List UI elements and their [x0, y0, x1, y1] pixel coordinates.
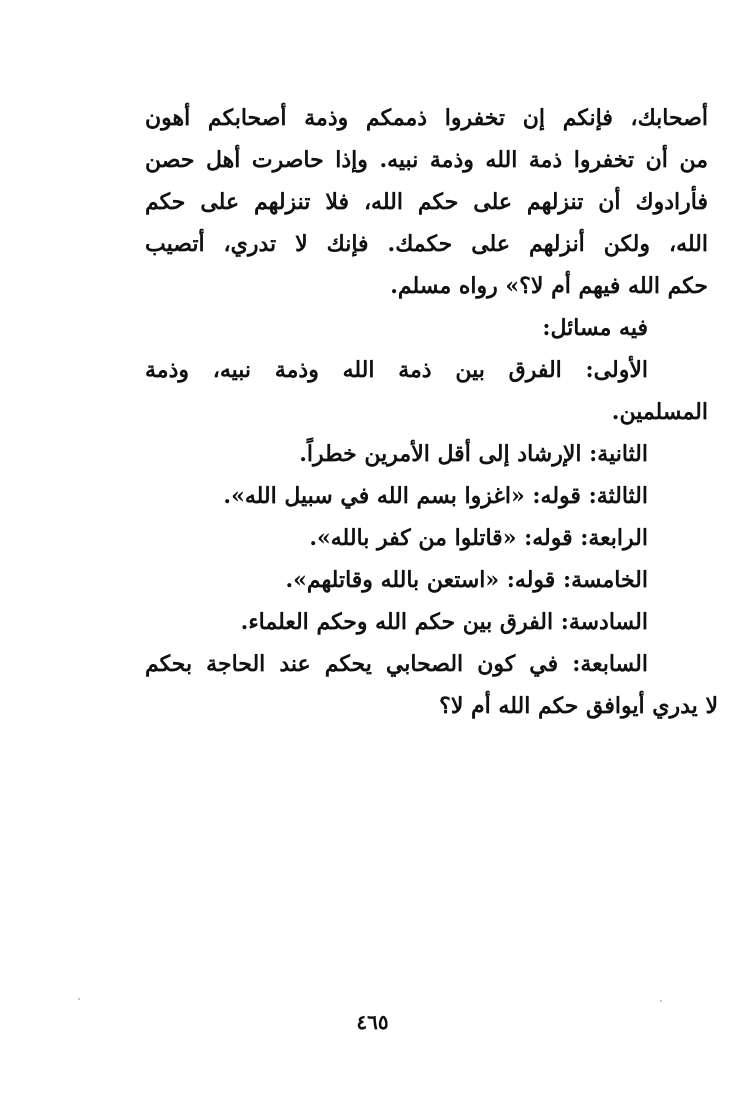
issue-item: الثالثة: قوله: «اغزوا بسم الله في سبيل الله».	[223, 483, 648, 509]
issue-item: الأولى: الفرق بين ذمة الله وذمة نبيه، وذمة	[145, 357, 648, 383]
scan-speck	[660, 1000, 662, 1002]
page-number: ٤٦٥	[356, 1010, 389, 1034]
text-line: المسلمين.	[611, 399, 708, 425]
issue-item: السادسة: الفرق بين حكم الله وحكم العلماء.	[240, 609, 648, 635]
text-line: الله، ولكن أنزلهم على حكمك. فإنك لا تدري، أتصيب	[145, 231, 708, 257]
text-line: أصحابك، فإنكم إن تخفروا ذممكم وذمة أصحابكم أهون	[145, 105, 708, 131]
issue-item: الخامسة: قوله: «استعن بالله وقاتلهم».	[285, 567, 648, 593]
body-text	[145, 97, 718, 727]
issue-item: الرابعة: قوله: «قاتلوا من كفر بالله».	[309, 525, 648, 551]
issue-item: الثانية: الإرشاد إلى أقل الأمرين خطراً.	[299, 441, 648, 467]
issue-item: السابعة: في كون الصحابي يحكم عند الحاجة بحكم	[145, 651, 648, 677]
section-heading: فيه مسائل:	[542, 315, 648, 341]
scan-speck	[78, 998, 80, 1000]
text-line: لا يدري أيوافق حكم الله أم لا؟	[439, 693, 718, 719]
text-line: من أن تخفروا ذمة الله وذمة نبيه. وإذا حاصرت أهل حصن	[145, 147, 708, 173]
text-line: حكم الله فيهم أم لا؟» رواه مسلم.	[390, 273, 708, 299]
text-line: فأرادوك أن تنزلهم على حكم الله، فلا تنزلهم على حكم	[145, 189, 708, 215]
